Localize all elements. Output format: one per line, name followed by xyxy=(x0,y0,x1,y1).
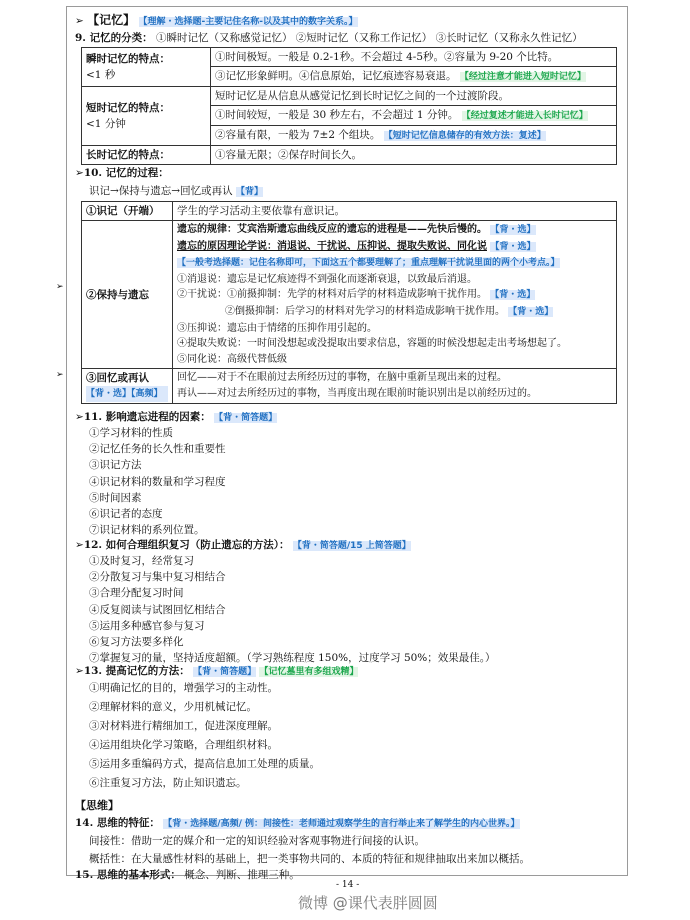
retrieval-failure-theory: ④提取失败说：一时间没想起或没提取出要求信息，容题的时候没想起走出考场想起了。 xyxy=(177,338,567,350)
section-10-title: 10. 记忆的过程： xyxy=(83,167,169,179)
forgetting-law: 遗忘的规律：艾宾浩斯遗忘曲线反应的遗忘的进程是——先快后慢的。 xyxy=(177,224,487,235)
sensory-line1: ①时间极短。一般是 0.2-1秒。不会超过 4-5秒。②容量为 9-20 个比特。 xyxy=(211,48,617,67)
list-item: ④识记材料的数量和学习程度 xyxy=(89,475,226,488)
list-item: ②分散复习与集中复习相结合 xyxy=(89,571,226,584)
section-13-mnemonic: 【记忆墓里有多组戏精】 xyxy=(259,667,359,677)
recognition-def: 再认——对过去所经历过的事物，当再度出现在眼前时能识别出是以前经历过的。 xyxy=(177,388,537,400)
bullet-arrow-icon: ➢ xyxy=(75,167,84,179)
section-11-heading xyxy=(75,409,277,424)
list-item: ④运用组块化学习策略，合理组织材料。 xyxy=(89,739,278,751)
repression-theory: ③压抑说：遗忘由于情绪的压抑作用引起的。 xyxy=(177,322,377,334)
list-item: ⑦识记材料的系列位置。 xyxy=(89,524,205,537)
section-15-title: 15. 思维的基本形式： xyxy=(75,869,181,881)
sensory-sub: <1 秒 xyxy=(86,69,116,81)
interference-theory: ②干扰说：①前摄抑制：先学的材料对后学的材料造成影响干扰作用。 xyxy=(177,289,487,301)
section-12-heading xyxy=(75,537,411,552)
retention-content xyxy=(173,221,617,369)
bullet-arrow-icon: ➢ xyxy=(75,539,84,551)
list-item: ①及时复习，经常复习 xyxy=(89,555,194,567)
list-item: ⑥注重复习方法，防止知识遗忘。 xyxy=(89,777,247,789)
law-tag: 【背・选】 xyxy=(490,225,536,235)
long-label: 长时记忆的特点： xyxy=(82,146,211,165)
section-13-list xyxy=(89,679,320,793)
sensory-memory-label-cell xyxy=(82,48,211,87)
list-item: ④反复阅读与试图回忆相结合 xyxy=(89,603,226,616)
short-line1: ①时间较短，一般是 30 秒左右，不会超过 1 分钟。 xyxy=(215,109,459,121)
flow-tag: 【背】 xyxy=(235,187,263,197)
bullet-arrow-icon: ➢ xyxy=(75,665,84,677)
indirectness: 间接性：借助一定的媒介和一定的知识经验对客观事物进行间接的认识。 xyxy=(89,835,425,847)
recall-def: 回忆——对于不在眼前过去所经历过的事物，在脑中重新呈现出来的过程。 xyxy=(177,372,507,384)
recall-label: ③回忆或再认 xyxy=(86,372,149,385)
document-page xyxy=(66,6,628,881)
list-item: ②记忆任务的长久性和重要性 xyxy=(89,443,226,456)
section-15-text: 概念、判断、推理三种。 xyxy=(184,869,300,881)
generality: 概括性：在大量感性材料的基础上，把一类事物共同的、本质的特征和规律抽取出来加以概括。 xyxy=(89,853,530,865)
sensory-label: 瞬时记忆的特点： xyxy=(86,53,170,65)
sensory-line2: ③记忆形象鲜明。④信息原始，记忆痕迹容易衰退。 xyxy=(215,70,457,82)
section-13-tag: 【背・简答题】 xyxy=(193,667,257,677)
section-11-list xyxy=(89,425,226,538)
encoding-label: ①识记（开端） xyxy=(82,202,173,221)
decay-theory: ①消退说：遗忘是记忆痕迹得不到强化而逐渐衰退，以致最后消退。 xyxy=(177,273,477,285)
section-12-tag: 【背・简答题/15 上简答题】 xyxy=(292,541,411,551)
encoding-text: 学生的学习活动主要依靠有意识记。 xyxy=(173,202,617,221)
short-label: 短时记忆的特点： xyxy=(86,102,170,114)
list-item: ⑦掌握复习的量，坚持适度超额。（学习熟练程度 150%，过度学习 50%；效果最佳。） xyxy=(89,652,496,665)
short-line0: 短时记忆是从信息从感觉记忆到长时记忆之间的一个过渡阶段。 xyxy=(211,87,617,106)
section-14-heading xyxy=(75,815,520,830)
short-memory-label-cell xyxy=(82,87,211,146)
theory-note: 【一般考选择题：记住名称即可，下面这五个都要理解了；重点理解干扰说里面的两个小考点。】 xyxy=(177,258,560,269)
list-item: ⑤时间因素 xyxy=(89,491,142,504)
retention-label: ②保持与遗忘 xyxy=(82,221,173,369)
section-11-title: 11. 影响遗忘进程的因素： xyxy=(83,411,211,423)
short-tag1: 【经过复述才能进入长时记忆】 xyxy=(461,111,588,121)
assimilation-theory: ⑤同化说：高级代替低级 xyxy=(177,353,287,365)
theory-tag: 【背・选】 xyxy=(490,241,536,252)
recall-label-cell xyxy=(82,369,173,404)
section-14-title: 14. 思维的特征： xyxy=(75,817,160,829)
section-12-list xyxy=(89,553,496,666)
list-item: ③合理分配复习时间 xyxy=(89,587,184,600)
memory-process-table xyxy=(81,201,617,404)
memory-header xyxy=(75,11,358,28)
retroactive-inhibition: ②倒摄抑制：后学习的材料对先学习的材料造成影响干扰作用。 xyxy=(225,305,505,317)
interference-tag: 【背・选】 xyxy=(490,290,536,301)
page-number: - 14 - xyxy=(336,880,360,890)
forgetting-theories: 遗忘的原因理论学说：消退说、干扰说、压抑说、提取失败说、同化说 xyxy=(177,240,487,252)
short-tag2: 【短时记忆信息储存的有效方法：复述】 xyxy=(383,131,546,141)
list-item: ⑥复习方法要多样化 xyxy=(89,636,184,649)
section-14-tag: 【背・选择题/高频/ 例：间接性：老师通过观察学生的言行举止来了解学生的内心世界。】 xyxy=(163,819,520,829)
list-item: ③识记方法 xyxy=(89,459,142,472)
long-line1: ①容量无限；②保存时间长久。 xyxy=(211,146,617,165)
bullet-arrow-icon: ➢ xyxy=(75,411,84,423)
retroactive-tag: 【背・选】 xyxy=(508,306,554,317)
watermark: 微博 @课代表胖圆圆 xyxy=(298,894,438,912)
recall-content xyxy=(173,369,617,404)
short-line2-cell xyxy=(211,126,617,146)
short-sub: <1 分钟 xyxy=(86,118,126,130)
list-item: ⑥识记者的态度 xyxy=(89,508,163,521)
section-15 xyxy=(75,867,300,882)
section-13-heading xyxy=(75,663,358,678)
list-item: ①明确记忆的目的，增强学习的主动性。 xyxy=(89,682,278,694)
recall-tag: 【背・选】【高频】 xyxy=(86,386,168,402)
section-13-title: 13. 提高记忆的方法： xyxy=(83,665,190,677)
section-11-tag: 【背・简答题】 xyxy=(214,413,278,423)
section-9-heading xyxy=(75,30,583,45)
section-10-heading xyxy=(75,165,169,180)
sensory-tag: 【经过注意才能进入短时记忆】 xyxy=(459,72,586,82)
list-item: ③对材料进行精细加工，促进深度理解。 xyxy=(89,720,278,732)
section-9-types: ①瞬时记忆（又称感觉记忆） ②短时记忆（又称工作记忆） ③长时记忆（又称永久性记忆） xyxy=(155,32,583,44)
list-item: ⑤运用多种感官参与复习 xyxy=(89,619,205,632)
margin-arrow-icon: ➢ xyxy=(56,282,64,292)
margin-arrow-icon: ➢ xyxy=(56,370,64,380)
list-item: ②理解材料的意义，少用机械记忆。 xyxy=(89,701,257,713)
section-10-flow xyxy=(89,183,263,198)
memory-header-title: 【记忆】 xyxy=(87,13,136,27)
memory-flow: 识记→保持与遗忘→回忆或再认 xyxy=(89,185,233,197)
memory-header-tag: 【理解・选择题-主要记住名称-以及其中的数字关系。】 xyxy=(138,17,358,27)
sensory-line2-cell xyxy=(211,67,617,87)
memory-types-table xyxy=(81,47,617,165)
bullet-arrow-icon: ➢ xyxy=(75,15,84,27)
section-9-title: 9. 记忆的分类： xyxy=(75,32,153,44)
thinking-header: 【思维】 xyxy=(75,799,119,812)
list-item: ⑤运用多重编码方式，提高信息加工处理的质量。 xyxy=(89,758,320,770)
section-12-title: 12. 如何合理组织复习（防止遗忘的方法）： xyxy=(83,539,290,551)
list-item: ①学习材料的性质 xyxy=(89,427,173,439)
short-line2: ②容量有限，一般为 7±2 个组块。 xyxy=(215,129,381,141)
short-line1-cell xyxy=(211,106,617,126)
